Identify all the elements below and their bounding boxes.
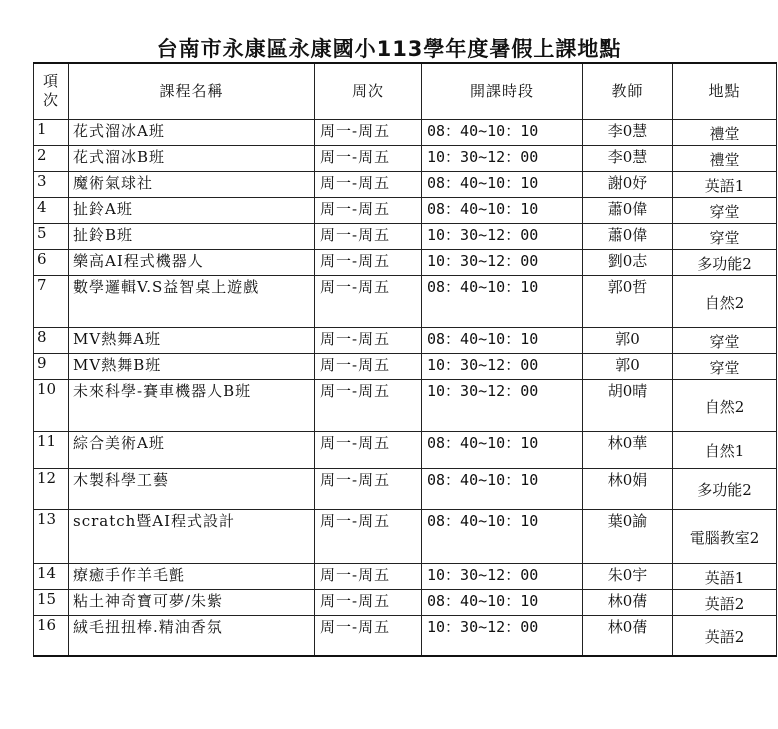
- week-range: 周一-周五: [315, 327, 422, 353]
- table-row: [34, 171, 777, 197]
- table-row: [34, 431, 777, 468]
- time-slot: 08：40~10：10: [422, 275, 583, 327]
- table-row: [34, 197, 777, 223]
- row-number: 12: [34, 468, 69, 509]
- location: 自然1: [673, 431, 777, 468]
- teacher-name: 胡0晴: [583, 379, 673, 431]
- row-number: 1: [34, 119, 69, 145]
- week-range: 周一-周五: [315, 353, 422, 379]
- location: 自然2: [673, 379, 777, 431]
- location: 穿堂: [673, 353, 777, 379]
- time-slot: 08：40~10：10: [422, 327, 583, 353]
- teacher-name: 郭0哲: [583, 275, 673, 327]
- week-range: 周一-周五: [315, 431, 422, 468]
- table-row: [34, 353, 777, 379]
- teacher-name: 林0蒨: [583, 589, 673, 615]
- course-name: 花式溜冰A班: [69, 119, 315, 145]
- row-number: 7: [34, 275, 69, 327]
- week-range: 周一-周五: [315, 509, 422, 563]
- time-slot: 10：30~12：00: [422, 249, 583, 275]
- location: 多功能2: [673, 249, 777, 275]
- table-row: [34, 509, 777, 563]
- header-place: 地點: [673, 63, 777, 119]
- row-number: 15: [34, 589, 69, 615]
- location: 電腦教室2: [673, 509, 777, 563]
- teacher-name: 蕭0偉: [583, 223, 673, 249]
- location: 禮堂: [673, 119, 777, 145]
- teacher-name: 朱0宇: [583, 563, 673, 589]
- time-slot: 08：40~10：10: [422, 431, 583, 468]
- course-name: 粘土神奇寶可夢/朱紫: [69, 589, 315, 615]
- time-slot: 08：40~10：10: [422, 171, 583, 197]
- header-row: [34, 63, 777, 119]
- week-range: 周一-周五: [315, 615, 422, 656]
- course-name: scratch暨AI程式設計: [69, 509, 315, 563]
- row-number: 5: [34, 223, 69, 249]
- header-teacher: 教師: [583, 63, 673, 119]
- time-slot: 08：40~10：10: [422, 197, 583, 223]
- row-number: 16: [34, 615, 69, 656]
- course-name: 療癒手作羊毛氈: [69, 563, 315, 589]
- week-range: 周一-周五: [315, 468, 422, 509]
- course-name: 魔術氣球社: [69, 171, 315, 197]
- table-row: [34, 119, 777, 145]
- week-range: 周一-周五: [315, 249, 422, 275]
- row-number: 11: [34, 431, 69, 468]
- table-row: [34, 275, 777, 327]
- row-number: 9: [34, 353, 69, 379]
- time-slot: 08：40~10：10: [422, 589, 583, 615]
- location: 多功能2: [673, 468, 777, 509]
- table-row: [34, 563, 777, 589]
- time-slot: 10：30~12：00: [422, 563, 583, 589]
- week-range: 周一-周五: [315, 171, 422, 197]
- teacher-name: 林0華: [583, 431, 673, 468]
- table-row: [34, 145, 777, 171]
- teacher-name: 蕭0偉: [583, 197, 673, 223]
- course-name: 花式溜冰B班: [69, 145, 315, 171]
- teacher-name: 李0慧: [583, 119, 673, 145]
- teacher-name: 劉0志: [583, 249, 673, 275]
- row-number: 4: [34, 197, 69, 223]
- row-number: 8: [34, 327, 69, 353]
- week-range: 周一-周五: [315, 379, 422, 431]
- table-row: [34, 327, 777, 353]
- location: 穿堂: [673, 197, 777, 223]
- teacher-name: 謝0妤: [583, 171, 673, 197]
- time-slot: 10：30~12：00: [422, 615, 583, 656]
- course-name: 數學邏輯V.S益智桌上遊戲: [69, 275, 315, 327]
- table-row: [34, 249, 777, 275]
- time-slot: 08：40~10：10: [422, 468, 583, 509]
- course-name: 未來科學-賽車機器人B班: [69, 379, 315, 431]
- row-number: 10: [34, 379, 69, 431]
- schedule-table: [33, 62, 777, 657]
- course-name: MV熱舞A班: [69, 327, 315, 353]
- week-range: 周一-周五: [315, 589, 422, 615]
- teacher-name: 葉0諭: [583, 509, 673, 563]
- course-name: 扯鈴B班: [69, 223, 315, 249]
- row-number: 2: [34, 145, 69, 171]
- table-row: [34, 223, 777, 249]
- row-number: 13: [34, 509, 69, 563]
- teacher-name: 李0慧: [583, 145, 673, 171]
- course-name: 綜合美術A班: [69, 431, 315, 468]
- time-slot: 10：30~12：00: [422, 145, 583, 171]
- location: 英語2: [673, 615, 777, 656]
- week-range: 周一-周五: [315, 145, 422, 171]
- location: 自然2: [673, 275, 777, 327]
- header-no-line2: 次: [42, 91, 59, 110]
- course-name: MV熱舞B班: [69, 353, 315, 379]
- week-range: 周一-周五: [315, 563, 422, 589]
- location: 穿堂: [673, 223, 777, 249]
- table-row: [34, 589, 777, 615]
- table-body: [34, 119, 777, 656]
- course-name: 絨毛扭扭棒.精油香氛: [69, 615, 315, 656]
- teacher-name: 郭0: [583, 353, 673, 379]
- week-range: 周一-周五: [315, 275, 422, 327]
- location: 英語1: [673, 171, 777, 197]
- table-row: [34, 615, 777, 656]
- row-number: 3: [34, 171, 69, 197]
- time-slot: 10：30~12：00: [422, 223, 583, 249]
- course-name: 樂高AI程式機器人: [69, 249, 315, 275]
- row-number: 6: [34, 249, 69, 275]
- time-slot: 10：30~12：00: [422, 353, 583, 379]
- time-slot: 08：40~10：10: [422, 509, 583, 563]
- course-name: 扯鈴A班: [69, 197, 315, 223]
- table-row: [34, 379, 777, 431]
- header-time: 開課時段: [422, 63, 583, 119]
- teacher-name: 林0蒨: [583, 615, 673, 656]
- teacher-name: 林0娟: [583, 468, 673, 509]
- location: 禮堂: [673, 145, 777, 171]
- location: 穿堂: [673, 327, 777, 353]
- location: 英語2: [673, 589, 777, 615]
- location: 英語1: [673, 563, 777, 589]
- row-number: 14: [34, 563, 69, 589]
- table-row: [34, 468, 777, 509]
- time-slot: 08：40~10：10: [422, 119, 583, 145]
- course-name: 木製科學工藝: [69, 468, 315, 509]
- time-slot: 10：30~12：00: [422, 379, 583, 431]
- week-range: 周一-周五: [315, 197, 422, 223]
- week-range: 周一-周五: [315, 119, 422, 145]
- header-week: 周次: [315, 63, 422, 119]
- header-course: 課程名稱: [69, 63, 315, 119]
- page-title: 台南市永康區永康國小113學年度暑假上課地點: [156, 37, 622, 61]
- header-no: [34, 63, 69, 119]
- header-no-line1: 項: [42, 72, 59, 91]
- teacher-name: 郭0: [583, 327, 673, 353]
- week-range: 周一-周五: [315, 223, 422, 249]
